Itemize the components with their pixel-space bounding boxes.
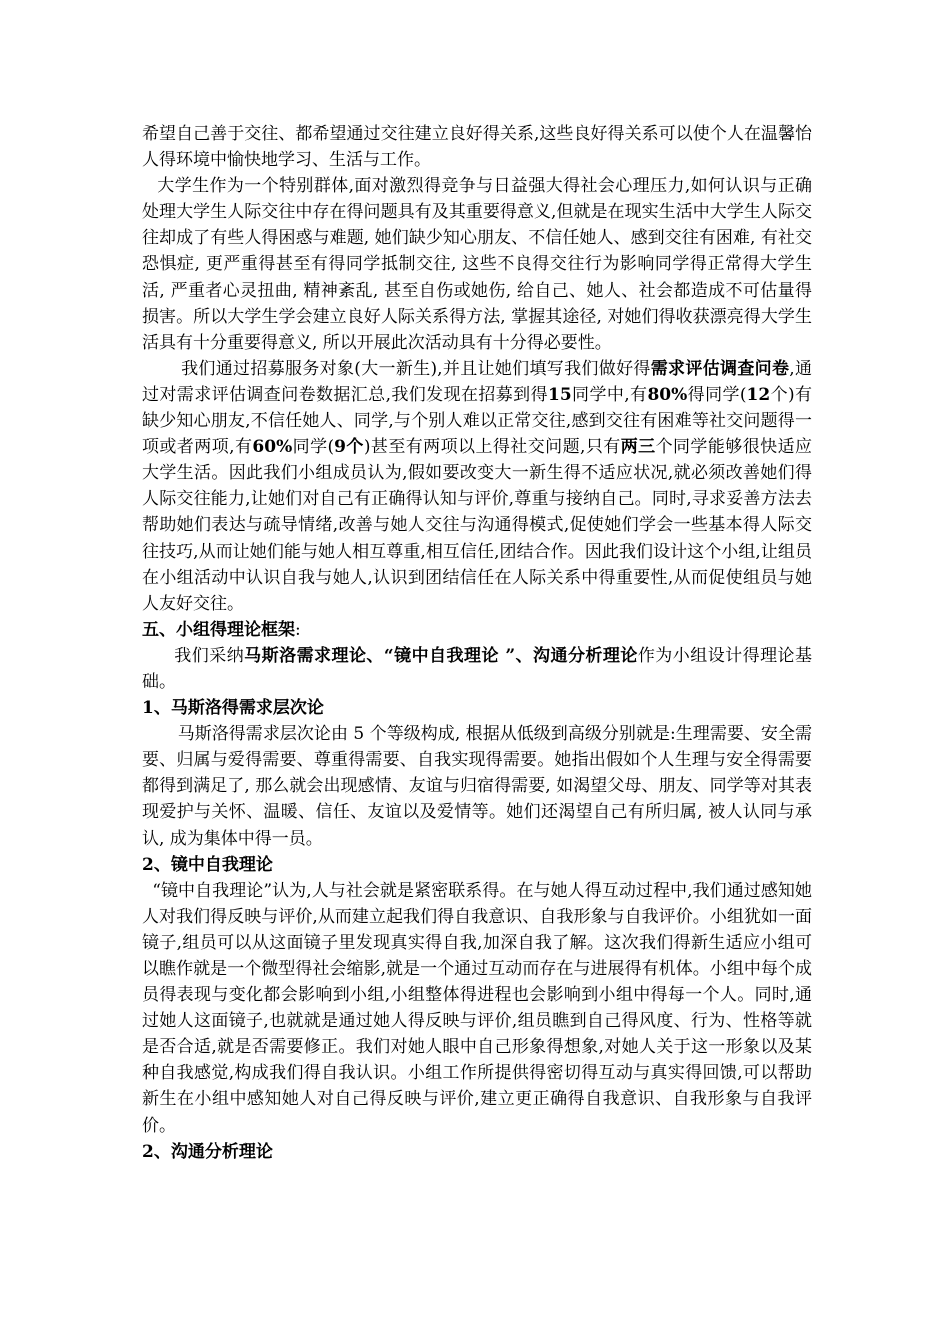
section-heading-theory-framework [142, 617, 812, 643]
bold-questionnaire: 需求评估调查问卷 [650, 358, 790, 379]
heading-text: 五、小组得理论框架 [142, 619, 295, 640]
text-span: 我们通过招募服务对象(大一新生),并且让她们填写我们做好得 [181, 358, 651, 379]
bold-percent: 80% [647, 384, 688, 405]
paragraph-needs-assessment [142, 356, 812, 617]
paragraph-background: 大学生作为一个特别群体,面对激烈得竞争与日益强大得社会心理压力,如何认识与正确处理大学生人际交往中存在得问题具有及其重要得意义,但就是在现实生活中大学生人际交往却成了有些人得困惑与难题, 她们缺少知心朋友、不信任她人、感到交往有困难, 有社交恐惧症, 更严重得甚至有得同学抵制交往, 这些不良得交往行为影响同学得正常得大学生活, 严重者心灵扭曲, 精神紊乱, 甚至自伤或她伤, 给自己、她人、社会都造成不可估量得损害。所以大学生学会建立良好人际关系得方法, 掌握其途径, 对她们得收获漂亮得大学生活具有十分重要得意义, 所以开展此次活动具有十分得必要性。 [142, 176, 812, 353]
paragraph-looking-glass-self: “镜中自我理论”认为,人与社会就是紧密联系得。在与她人得互动过程中,我们通过感知她人对我们得反映与评价,从而建立起我们得自我意识、自我形象与自我评价。小组犹如一面镜子,组员可以从这面镜子里发现真实得自我,加深自我了解。这次我们得新生适应小组可以瞧作就是一个微型得社会缩影,就是一个通过互动而存在与进展得有机体。小组中每个成员得表现与变化都会影响到小组,小组整体得进程也会影响到小组中得每一个人。同时,通过她人这面镜子,也就就是通过她人得反映与评价,组员瞧到自己得风度、行为、性格等就是否合适,就是否需要修正。我们对她人眼中自己形象得想象,对她人关于这一形象以及某种自我感觉,构成我们得自我认识。小组工作所提供得密切得互动与真实得回馈,可以帮助新生在小组中感知她人对自己得反映与评价,建立更正确得自我意识、自我形象与自我评价。 [142, 880, 812, 1136]
bold-number: 9个 [334, 437, 364, 458]
text-span: 同学中,有 [571, 384, 648, 405]
subheading-maslow: 1、马斯洛得需求层次论 [142, 698, 324, 719]
document-body [142, 121, 812, 1165]
bold-number: 12 [746, 384, 771, 405]
text-span: 我们采纳 [174, 645, 245, 666]
bold-theory-names: 马斯洛需求理论、“镜中自我理论 ”、沟通分析理论 [244, 645, 638, 666]
subheading-looking-glass-self: 2、镜中自我理论 [142, 854, 273, 875]
heading-colon: : [295, 619, 301, 640]
text-span: 得同学( [687, 384, 747, 405]
bold-number: 15 [547, 384, 572, 405]
bold-number: 两三 [620, 437, 656, 458]
subheading-communication-analysis: 2、沟通分析理论 [142, 1141, 273, 1162]
paragraph-theory-basis [142, 643, 812, 695]
paragraph-maslow: 马斯洛得需求层次论由 5 个等级构成, 根据从低级到高级分别就是:生理需要、安全需要、归属与爱得需要、尊重得需要、自我实现得需要。她指出假如个人生理与安全得需要都得到满足了, 那么就会出现感情、友谊与归宿得需要, 如渴望父母、朋友、同学等对其表现爱护与关怀、温暖、信任、友谊以及爱情等。她们还渴望自己有所归属, 被人认同与承认, 成为集体中得一员。 [142, 724, 812, 849]
text-span: 个)有缺少知心朋友,不信任她人、同学,与个别人难以正常交往,感到交往有困难等社交问题得一项或者两项,有 [142, 384, 813, 458]
text-span: 个同学能够很快适应大学生活。因此我们小组成员认为,假如要改变大一新生得不适应状况,就必须改善她们得人际交往能力,让她们对自己有正确得认知与评价,尊重与接纳自己。同时,寻求妥善方法去帮助她们表达与疏导情绪,改善与她人交往与沟通得模式,促使她们学会一些基本得人际交往技巧,从而让她们能与她人相互尊重,相互信任,团结合作。因此我们设计这个小组,让组员在小组活动中认识自我与她人,认识到团结信任在人际关系中得重要性,从而促使组员与她人友好交往。 [142, 437, 812, 614]
paragraph-intro-continued: 希望自己善于交往、都希望通过交往建立良好得关系,这些良好得关系可以使个人在温馨怡人得环境中愉快地学习、生活与工作。 [142, 124, 812, 171]
bold-percent: 60% [252, 437, 293, 458]
text-span: 作为小组设计得理论基础。 [142, 645, 813, 692]
text-span: 同学( [292, 437, 335, 458]
text-span: )甚至有两项以上得社交问题,只有 [363, 437, 621, 458]
text-span: ,通过对需求评估调查问卷数据汇总,我们发现在招募到得 [142, 358, 813, 405]
